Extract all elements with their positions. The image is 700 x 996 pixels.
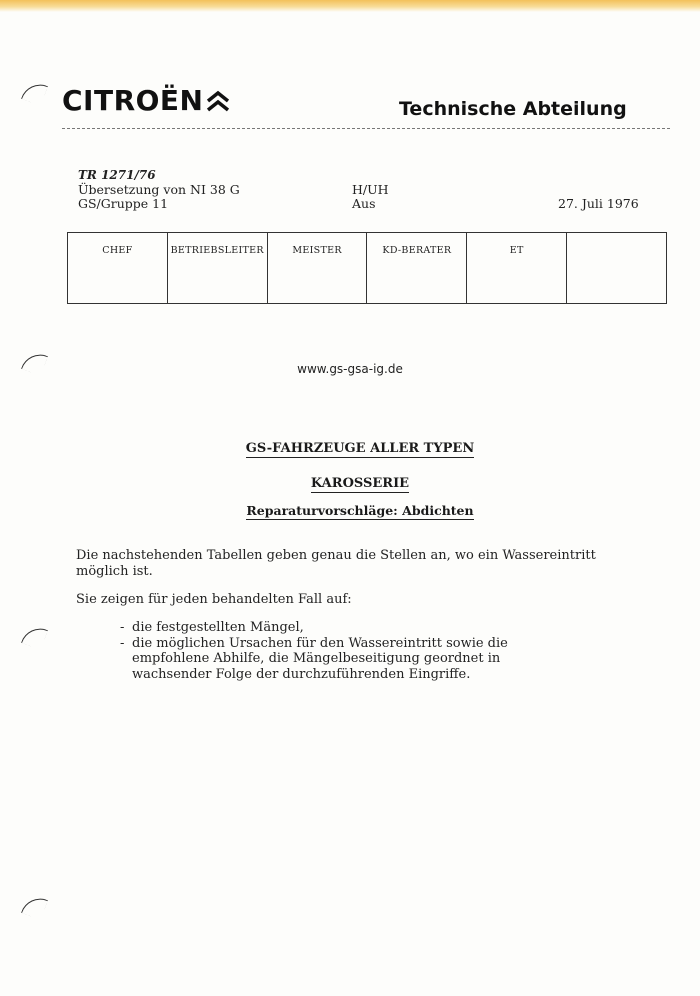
distribution-cell: BETRIEBSLEITER [167, 233, 267, 304]
intro-paragraph: Die nachstehenden Tabellen geben genau die Stellen an, wo ein Wassereintritt möglich ist. [76, 548, 596, 579]
code-label: H/UH [352, 182, 389, 197]
main-title: GS-FAHRZEUGE ALLER TYPEN [245, 441, 475, 456]
list-item: - die festgestellten Mängel, [120, 620, 508, 636]
subject-title: Reparaturvorschläge: Abdichten [246, 503, 474, 518]
code-label-2: Aus [352, 196, 376, 211]
tr-number: TR 1271/76 [78, 168, 156, 182]
distribution-cell: MEISTER [267, 233, 367, 304]
brand-name: CITROËN [62, 84, 204, 117]
header-divider [62, 128, 670, 129]
punch-hole [21, 79, 48, 106]
distribution-cell: ET [467, 233, 567, 304]
list-item: - die möglichen Ursachen für den Wassereintritt sowie die empfohlene Abhilfe, die Mängelbeseitigung geordnet in wachsender Folge der durchzuführenden Eingriffe. [120, 636, 508, 683]
distribution-row [68, 233, 667, 304]
section-title: KAROSSERIE [310, 476, 410, 491]
punch-hole [21, 623, 48, 650]
website-url: www.gs-gsa-ig.de [297, 362, 403, 376]
group-label: GS/Gruppe 11 [78, 196, 169, 211]
paper-edge [0, 0, 700, 12]
punch-hole [21, 893, 48, 920]
distribution-cell: KD-BERATER [367, 233, 467, 304]
lead-sentence: Sie zeigen für jeden behandelten Fall auf: [76, 592, 352, 607]
distribution-cell [567, 233, 667, 304]
distribution-cell: CHEF [68, 233, 168, 304]
translation-note: Übersetzung von NI 38 G [78, 182, 240, 197]
department-title: Technische Abteilung [399, 98, 627, 120]
distribution-table [67, 232, 667, 304]
document-date: 27. Juli 1976 [558, 196, 639, 211]
findings-list [120, 620, 508, 682]
double-chevron-icon [206, 90, 230, 112]
citroen-logo [62, 84, 230, 117]
